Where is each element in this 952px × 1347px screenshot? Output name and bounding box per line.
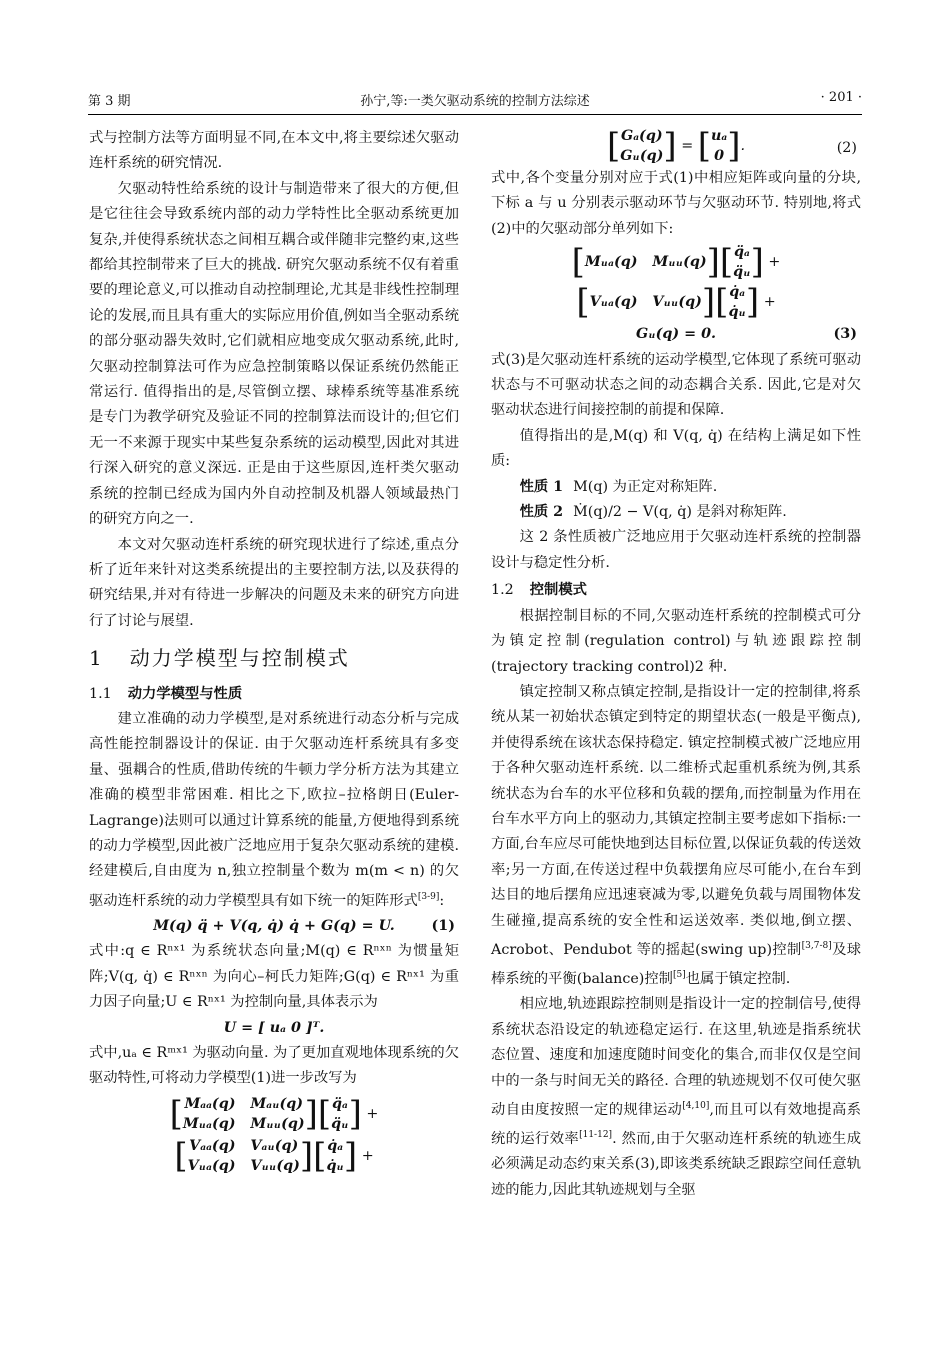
running-title: 孙宁,等:一类欠驱动系统的控制方法综述 (360, 94, 590, 109)
citation: [11-12] (579, 1130, 613, 1141)
paragraph: 式中,各个变量分别对应于式(1)中相应矩阵或向量的分块,下标 a 与 u 分别表示驱动环节与欠驱动环节. 特别地,将式(2)中的欠驱动部分单列如下: (491, 170, 861, 237)
subsection-title: 动力学模型与性质 (127, 685, 243, 702)
subsection-number: 1.2 (491, 582, 514, 599)
section-title: 动力学模型与控制模式 (129, 646, 350, 671)
paragraph: 镇定控制又称点镇定控制,是指设计一定的控制律,将系统从某一初始状态镇定到特定的期望状态(一般是平衡点),并使得系统在该状态保持稳定. 镇定控制模式被广泛地应用于各种欠驱动连杆系统. 以二维桥式起重机系统为例,其系统状态为台车的水平位移和负载的摆角,而控制量为作用在台车水平方向上的驱动力,其镇定控制主要考虑如下指标:一方面,台车应尽可能快地到达目标位置,以保证负载的传送效率;另一方面,在传送过程中负载摆角应尽可能小,在台车到达目的地后摆角应迅速衰减为零,以避免负载与周围物体发生碰撞,提高系统的安全性和运送效率. 类似地,倒立摆、Acrobot、Pendubot 等的摇起(swing up)控制[3,7-8]及球棒系统的平衡(balance)控制[5]也属于镇定控制. (491, 683, 862, 987)
paragraph: 式中,uₐ ∈ Rᵐˣ¹ 为驱动向量. 为了更加直观地体现系统的欠驱动特性,可将动力学模型(1)进一步改写为 (89, 1044, 459, 1087)
matrix-V: Vₐₐ(q) Vₐᵤ(q) Vᵤₐ(q) Vᵤᵤ(q) (187, 1137, 300, 1174)
equation-3-part-a: [Mᵤₐ(q) Mᵤᵤ(q)][ q̈ₐ q̈ᵤ ] + (571, 242, 781, 283)
paragraph-text: 建立准确的动力学模型,是对系统进行动态分析与完成高性能控制器设计的保证. 由于欠驱动连杆系统具有多变量、强耦合的性质,借助传统的牛顿力学分析方法为其建立准确的模型非常困难. 相比之下,欧拉–拉格朗日(Euler-Lagrange)法则可以通过计算系统的能量,方便地得到系统的动力学模型,因此被广泛地应用于复杂欠驱动系统的建模. 经建模后,自由度为 n,独立控制量个数为 m(m < n) 的欠驱动连杆系统的动力学模型具有如下统一的矩阵形式 (89, 710, 459, 909)
subsection-heading (491, 578, 861, 603)
equation-number: (1) (431, 917, 455, 934)
paragraph: 本文对欠驱动连杆系统的研究现状进行了综述,重点分析了近年来针对这类系统提出的主要控制方法,以及获得的研究结果,并对有待进一步解决的问题及未来的研究方向进行了讨论与展望. (89, 536, 459, 629)
subsection-heading (89, 682, 459, 707)
paragraph: 式与控制方法等方面明显不同,在本文中,将主要综述欠驱动连杆系统的研究情况. (89, 130, 459, 172)
paragraph: 式中:q ∈ Rⁿˣ¹ 为系统状态向量;M(q) ∈ Rⁿˣⁿ 为惯量矩阵;V(q, q̇) ∈ Rⁿˣⁿ 为向心–柯氏力矩阵;G(q) ∈ Rⁿˣ¹ 为重力因子向量;U ∈ Rⁿˣ¹ 为控制向量,具体表示为 (89, 943, 459, 1011)
equation-2-part-b: [ Vₐₐ(q) Vₐᵤ(q) Vᵤₐ(q) Vᵤᵤ(q) ][ q̇ₐ q̇ᵤ ] + (174, 1135, 374, 1176)
page-number: · 201 · (820, 90, 862, 105)
matrix-M: Mₐₐ(q) Mₐᵤ(q) Mᵤₐ(q) Mᵤᵤ(q) (182, 1095, 305, 1132)
subsection-title: 控制模式 (529, 582, 587, 599)
page-header (88, 86, 862, 115)
paragraph (89, 707, 459, 914)
paragraph: 这 2 条性质被广泛地应用于欠驱动连杆系统的控制器设计与稳定性分析. (491, 529, 861, 571)
equation-number: (2) (836, 140, 857, 156)
left-column (89, 126, 459, 1176)
equation-3-part-c: Gᵤ(q) = 0. (3) (491, 322, 861, 347)
property-1: 性质 1 M(q) 为正定对称矩阵. (519, 478, 718, 495)
citation: [5] (672, 970, 686, 981)
paragraph: 值得指出的是,M(q) 和 V(q, q̇) 在结构上满足如下性质: (491, 427, 861, 470)
paragraph: 相应地,轨迹跟踪控制则是指设计一定的控制信号,使得系统状态沿设定的轨迹稳定运行. 在这里,轨迹是指系统状态位置、速度和加速度随时间变化的集合,而非仅仅是空间中的一条与时间无关的路径. 合理的轨迹规划不仅可使欠驱动自由度按照一定的规律运动[4,10],而且可以有效地提高系统的运行效率[11-12]. 然而,由于欠驱动连杆系统的轨迹生成必须满足动态约束关系(3),即该类系统缺乏跟踪空间任意轨迹的能力,因此其轨迹规划与全驱 (491, 996, 861, 1198)
paragraph: 根据控制目标的不同,欠驱动连杆系统的控制模式可分为镇定控制(regulation control)与轨迹跟踪控制(trajectory tracking control)2 种. (491, 607, 861, 675)
section-heading (89, 646, 459, 671)
paragraph: 欠驱动特性给系统的设计与制造带来了很大的方便,但是它往往会导致系统内部的动力学特性比全驱动系统更加复杂,并使得系统状态之间相互耦合或伴随非完整约束,这些都给其控制带来了巨大的挑战. 研究欠驱动系统不仅有着重要的理论意义,可以推动自动控制理论,尤其是非线性控制理论的发展,而且具有重大的实际应用价值,例如当全驱动系统的部分驱动器失效时,它们就相应地变成欠驱动系统,此时,欠驱动控制算法可作为应急控制策略以保证系统仍然能正常运行. 值得指出的是,尽管倒立摆、球棒系统等基准系统是专门为教学研究及验证不同的控制算法而设计的;但它们无一不来源于现实中某些复杂系统的运动模型,因此对其进行深入研究的意义深远. 正是由于这些原因,连杆类欠驱动系统的控制已经成为国内外自动控制及机器人领域最热门的研究方向之一. (89, 180, 459, 528)
section-number: 1 (89, 646, 104, 671)
citation: [4,10] (682, 1100, 710, 1111)
property-2: 性质 2 Ṁ(q)/2 − V(q, q̇) 是斜对称矩阵. (519, 504, 787, 521)
equation-1 (89, 914, 459, 939)
subsection-number: 1.1 (89, 685, 112, 702)
paragraph-text: : (439, 892, 445, 909)
issue-number: 第 3 期 (88, 94, 131, 109)
vector-qd: q̇ₐ q̇ᵤ (326, 1137, 344, 1174)
citation: [3-9] (417, 891, 440, 902)
equation-2-part-c: [ Gₐ(q) Gᵤ(q) ] = [ uₐ 0 ]. (2) (606, 126, 857, 166)
right-column (491, 126, 861, 1203)
citation: [3,7-8] (801, 940, 832, 951)
equation-3-part-b: [Vᵤₐ(q) Vᵤᵤ(q)][ q̇ₐ q̇ᵤ ] + (576, 282, 776, 323)
paragraph: 式(3)是欠驱动连杆系统的运动学模型,它体现了系统可驱动状态与不可驱动状态之间的动态耦合关系. 因此,它是对欠驱动状态进行间接控制的前提和保障. (491, 351, 861, 419)
vector-qdd: q̈ₐ q̈ᵤ (331, 1095, 349, 1132)
equation-body: M(q) q̈ + V(q, q̇) q̇ + G(q) = U. (153, 917, 395, 934)
equation-number: (3) (833, 326, 857, 343)
equation-2-part-a: [ Mₐₐ(q) Mₐᵤ(q) Mᵤₐ(q) Mᵤᵤ(q) ][ q̈ₐ q̈ᵤ ] + (169, 1093, 379, 1134)
equation-u: U = [ uₐ 0 ]ᵀ. (223, 1019, 325, 1036)
